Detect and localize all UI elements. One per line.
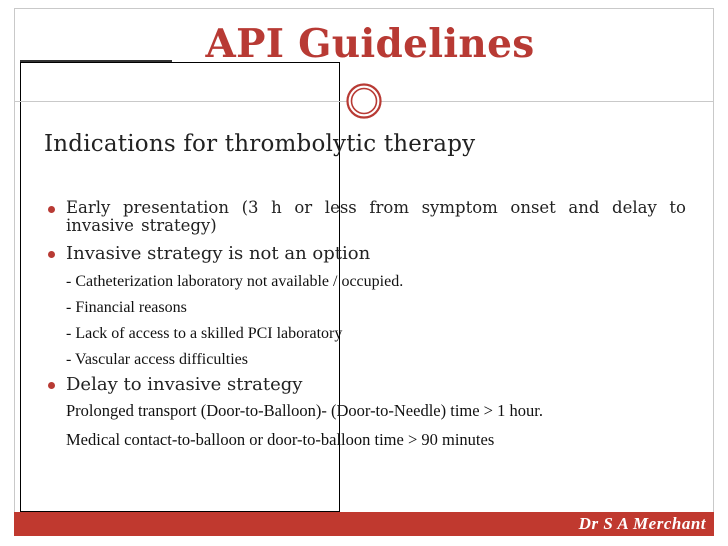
sub-item: - Financial reasons <box>66 299 187 316</box>
circle-ornament-icon <box>345 82 383 120</box>
sub-item: - Vascular access difficulties <box>66 351 249 368</box>
bullet-item <box>46 243 686 265</box>
divider-right <box>380 101 714 102</box>
sub-item: - Lack of access to a skilled PCI laboratory <box>66 325 343 342</box>
bullet-item <box>46 374 686 396</box>
divider-left <box>14 101 348 102</box>
bullet-item <box>46 199 686 243</box>
sub-item: - Catheterization laboratory not available / occupied. <box>66 273 404 290</box>
section-heading: Indications for thrombolytic therapy <box>44 131 476 157</box>
slide-title: API Guidelines <box>205 21 535 67</box>
sub-item: Medical contact-to-balloon or door-to-balloon time > 90 minutes <box>66 430 495 449</box>
footer-author: Dr S A Merchant <box>578 514 706 533</box>
bullet-dot-icon <box>48 251 55 258</box>
bullet-dot-icon <box>48 206 55 213</box>
bullet-text: Delay to invasive strategy <box>66 374 303 395</box>
bullet-text: Invasive strategy is not an option <box>66 243 371 264</box>
bullet-text: Early presentation (3 h or less from symptom onset and delay to invasive strategy) <box>66 198 686 235</box>
title-rule <box>20 60 172 62</box>
sub-item: Prolonged transport (Door-to-Balloon)- (Door-to-Needle) time > 1 hour. <box>66 401 543 420</box>
bullet-dot-icon <box>48 382 55 389</box>
bullet-list <box>46 199 686 452</box>
